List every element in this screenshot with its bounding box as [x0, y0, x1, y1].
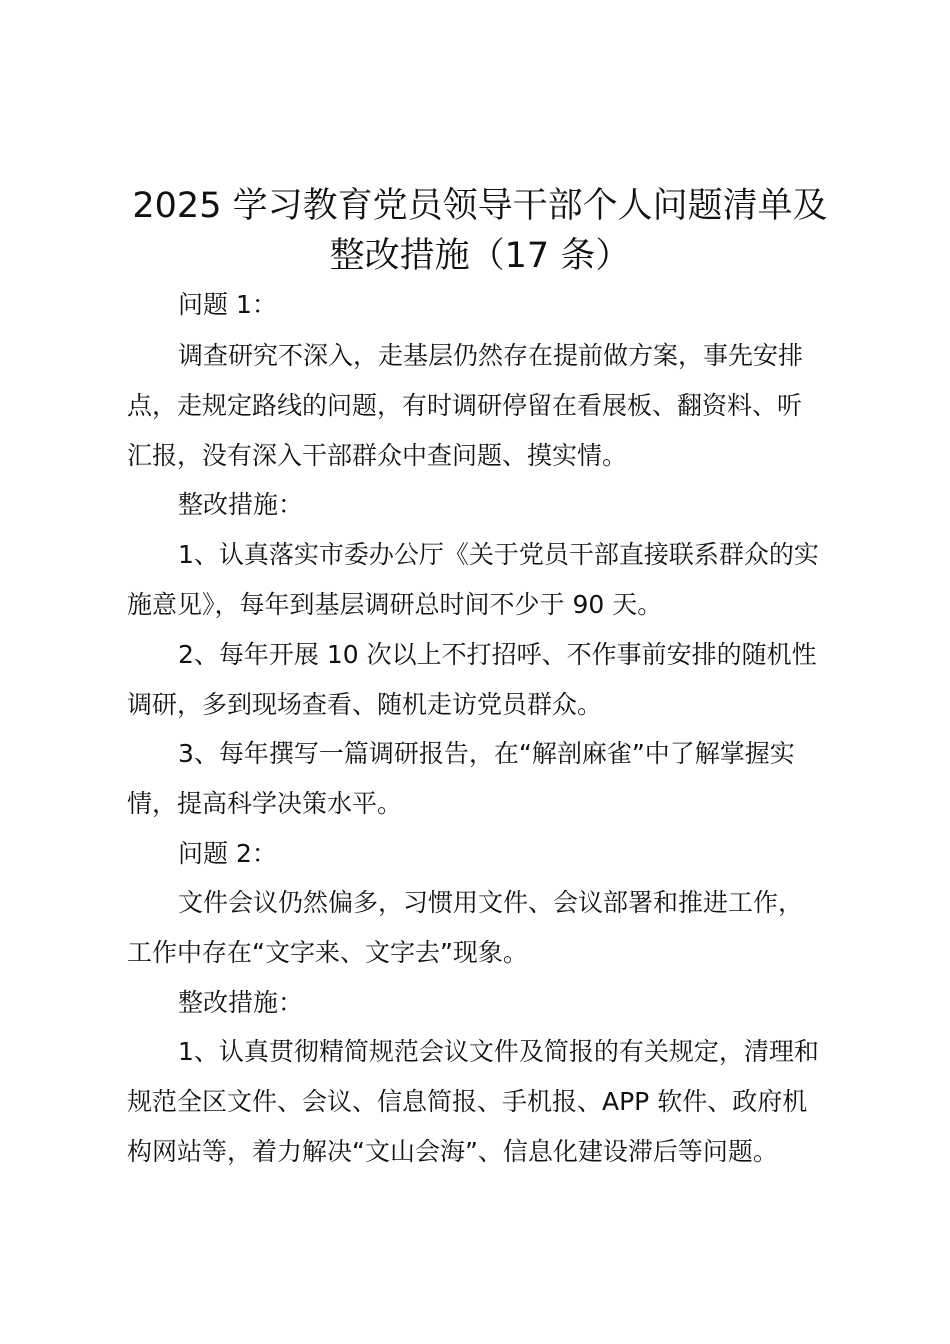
measure-1-2-line: 调研，多到现场查看、随机走访党员群众。 [127, 690, 603, 719]
issue-2-text-line: 文件会议仍然偏多，习惯用文件、会议部署和推进工作， [178, 888, 804, 917]
measure-2-1-line: 规范全区文件、会议、信息简报、手机报、APP 软件、政府机 [127, 1087, 808, 1116]
issue-1-text-line: 调查研究不深入，走基层仍然存在提前做方案，事先安排 [178, 341, 804, 370]
issue-1-heading: 问题 1： [178, 290, 277, 319]
document-title-line-1: 2025 学习教育党员领导干部个人问题清单及 [132, 186, 828, 226]
measure-1-3-line: 情，提高科学决策水平。 [127, 789, 403, 818]
issue-1-text-line: 点，走规定路线的问题，有时调研停留在看展板、翻资料、听 [127, 391, 803, 420]
measures-1-heading: 整改措施： [178, 490, 304, 519]
measure-1-3-line: 3、每年撰写一篇调研报告，在“解剖麻雀”中了解掌握实 [178, 739, 795, 768]
measures-2-heading: 整改措施： [178, 988, 304, 1017]
measure-1-1-line: 施意见》，每年到基层调研总时间不少于 90 天。 [127, 590, 663, 619]
measure-2-1-line: 1、认真贯彻精简规范会议文件及简报的有关规定，清理和 [178, 1037, 819, 1066]
measure-1-2-line: 2、每年开展 10 次以上不打招呼、不作事前安排的随机性 [178, 640, 817, 669]
measure-1-1-line: 1、认真落实市委办公厅《关于党员干部直接联系群众的实 [178, 540, 819, 569]
issue-2-heading: 问题 2： [178, 839, 277, 868]
measure-2-1-line: 构网站等，着力解决“文山会海”、信息化建设滞后等问题。 [127, 1137, 778, 1166]
issue-1-text-line: 汇报，没有深入干部群众中查问题、摸实情。 [127, 441, 628, 470]
issue-2-text-line: 工作中存在“文字来、文字去”现象。 [127, 938, 528, 967]
document-title-line-2: 整改措施（17 条） [329, 236, 631, 276]
